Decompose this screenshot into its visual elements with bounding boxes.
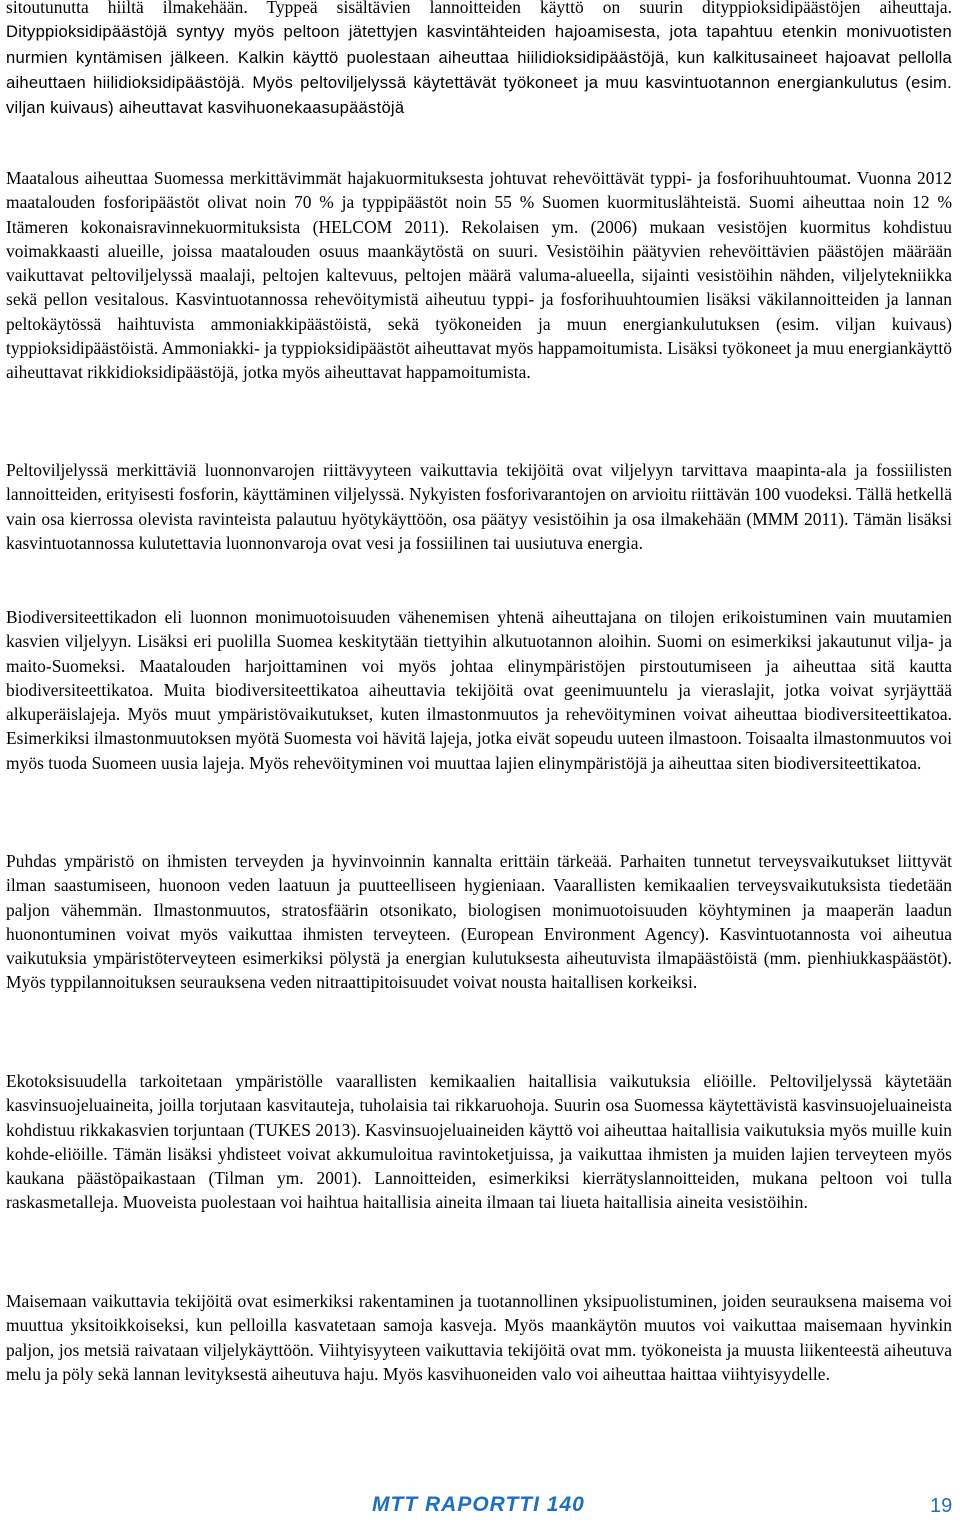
paragraph-landscape: Maisemaan vaikuttavia tekijöitä ovat esimerkiksi rakentaminen ja tuotannollinen yksipuolistuminen, joiden seurauksena maisema voi muuttua yksitoikkoiseksi, kun pelloilla kasvatetaan samoja kasveja. Myös maankäytön muutos voi vaikuttaa maisemaan hyvinkin paljon, jos metsiä raivataan viljelykäyttöön. Viihtyisyyteen vaikuttavia tekijöitä ovat mm. työkoneista ja muusta liikenteestä aiheutuva melu ja pöly sekä lannan levityksestä aiheutuva haju. Myös kasvihuoneiden valo voi aiheuttaa haittaa viihtyisyydelle. — [6, 1291, 952, 1384]
paragraph-biodiversity: Biodiversiteettikadon eli luonnon monimuotoisuuden vähenemisen yhtenä aiheuttajana on tilojen erikoistuminen vain muutamien kasvien viljelyyn. Lisäksi eri puolilla Suomea keskitytään tiettyihin alkutuotannon aloihin. Suomi on esimerkiksi jakautunut vilja- ja maito-Suomeksi. Maatalouden harjoittaminen voi myös johtaa elinympäristöjen pirstoutumiseen ja aiheuttaa sitä kautta biodiversiteettikatoa. Muita biodiversiteettikatoa aiheuttavia tekijöitä ovat geenimuuntelu ja vieraslajit, jotka voivat syrjäyttää alkuperäislajeja. Myös muut ympäristövaikutukset, kuten ilmastonmuutos ja rehevöityminen voivat aiheuttaa biodiversiteettikatoa. Esimerkiksi ilmastonmuutoksen myötä Suomesta voi hävitä lajeja, jotka eivät sopeudu uuteen ilmastoon. Toisaalta ilmastonmuutos voi myös tuoda Suomeen uusia lajeja. Myös rehevöityminen voi muuttaa lajien elinympäristöjä ja aiheuttaa siten biodiversiteettikatoa. — [6, 607, 952, 773]
paragraph-eutrophication: Maatalous aiheuttaa Suomessa merkittävimmät hajakuormituksesta johtuvat rehevöittävät typpi- ja fosforihuuhtoumat. Vuonna 2012 maatalouden fosforipäästöt olivat noin 70 % ja typpipäästöt noin 55 % Suomen kuormituslähteistä. Suomi aiheuttaa noin 12 % Itämeren kokonaisravinnekuormituksista (HELCOM 2011). Rekolaisen ym. (2006) mukaan vesistöjen kuormitus kohdistuu voimakkaasti alueille, joissa maatalouden osuus maankäytöstä on suuri. Vesistöihin päätyvien rehevöittävien päästöjen määrään vaikuttavat peltoviljelyssä maalaji, peltojen kaltevuus, peltojen määrä valuma-alueella, sijainti vesistöihin nähden, viljelytekniikka sekä pellon vesitalous. Kasvintuotannossa rehevöitymistä aiheutuu typpi- ja fosforihuuhtoumien lisäksi väkilannoitteiden ja lannan peltokäytössä haihtuvista ammoniakkipäästöistä, sekä työkoneiden ja muun energiankulutuksen (esim. viljan kuivaus) typpioksidipäästöistä. Ammoniakki- ja typpioksidipäästöt aiheuttavat myös happamoitumista. Lisäksi työkoneet ja muu energiankäyttö aiheuttavat rikkidioksidipäästöjä, jotka myös aiheuttavat happamoitumista. — [6, 168, 952, 383]
paragraph-natural-resources: Peltoviljelyssä merkittäviä luonnonvarojen riittävyyteen vaikuttavia tekijöitä ovat viljelyyn tarvittava maapinta-ala ja fossiilisten lannoitteiden, erityisesti fosforin, käyttäminen viljelyssä. Nykyisten fosforivarantojen on arvioitu riittävän 100 vuodeksi. Tällä hetkellä vain osa kierrossa olevista ravinteista palautuu hyötykäyttöön, osa päätyy vesistöihin ja osa ilmakehään (MMM 2011). Tämän lisäksi kasvintuotannossa kulutettavia luonnonvaroja ovat vesi ja fossiilinen tai uusiutuva energia. — [6, 460, 952, 553]
intro-serif-text: sitoutunutta hiiltä ilmakehään. Typpeä sisältävien lannoitteiden käyttö on suurin dityppioksidipäästöjen aiheuttaja. — [6, 0, 952, 17]
page-number: 19 — [930, 1495, 953, 1517]
intro-paragraph — [6, 0, 952, 120]
paragraph-ecotoxicity: Ekotoksisuudella tarkoitetaan ympäristölle vaarallisten kemikaalien haitallisia vaikutuksia eliöille. Peltoviljelyssä käytetään kasvinsuojeluaineita, joilla torjutaan kasvitauteja, tuholaisia tai rikkaruohoja. Suurin osa Suomessa käytettävistä kasvinsuojeluaineista kohdistuu rikkakasvien torjuntaan (TUKES 2013). Kasvinsuojeluaineiden käyttö voi aiheuttaa haitallisia vaikutuksia myös muille kuin kohde-eliöille. Tämän lisäksi yhdisteet voivat akkumuloitua ravintoketjuissa, ja vaikuttaa ihmisten ja muiden lajien terveyteen myös kaukana päästöpaikastaan (Tilman ym. 2001). Lannoitteiden, esimerkiksi kierrätyslannoitteiden, mukana peltoon voi tulla raskasmetalleja. Muoveista puolestaan voi haihtua haitallisia aineita ilmaan tai liueta haitallisia aineita vesistöihin. — [6, 1071, 952, 1213]
paragraph-health: Puhdas ympäristö on ihmisten terveyden ja hyvinvoinnin kannalta erittäin tärkeää. Parhaiten tunnetut terveysvaikutukset liittyvät ilman saastumiseen, huonoon veden laatuun ja puutteelliseen hygieniaan. Vaarallisten kemikaalien terveysvaikutuksista tiedetään paljon vähemmän. Ilmastonmuutos, stratosfäärin otsonikato, biologisen monimuotoisuuden köyhtyminen ja maaperän laadun huonontuminen voivat myös vaikuttaa ihmisten terveyteen. (European Environment Agency). Kasvintuotannosta voi aiheutua vaikutuksia ympäristöterveyteen esimerkiksi pölystä ja energian kulutuksesta aiheutuvista ilmapäästöistä (mm. pienhiukkaspäästöt). Myös typpilannoituksen seurauksena veden nitraattipitoisuudet voivat nousta haitallisen korkeiksi. — [6, 851, 952, 993]
report-series-label: MTT RAPORTTI 140 — [372, 1493, 585, 1516]
intro-sans-text: Dityppioksidipäästöjä syntyy myös peltoon jätettyjen kasvintähteiden hajoamisesta, jota tapahtuu etenkin monivuotisten nurmien kyntämisen jälkeen. Kalkin käyttö puolestaan aiheuttaa hiilidioksidipäästöjä, kun kalkitusaineet hajoavat pellolla aiheuttaen hiilidioksidipäästöjä. Myös peltoviljelyssä käytettävät työkoneet ja muu kasvintuotannon energiankulutus (esim. viljan kuivaus) aiheuttavat kasvihuonekaasupäästöjä — [6, 22, 952, 118]
